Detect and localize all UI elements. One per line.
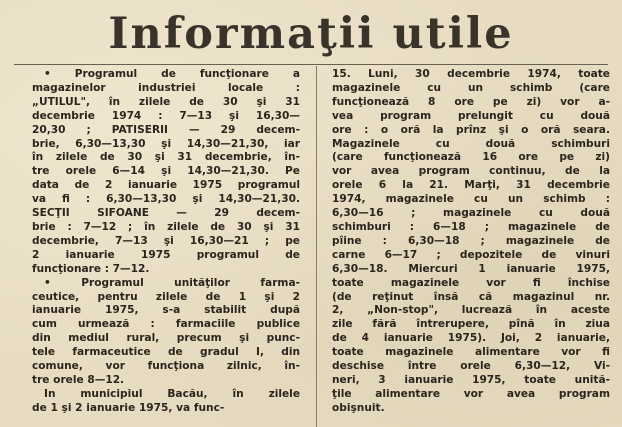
text-line: (de reţinut însă că magazinul nr. <box>332 290 610 303</box>
text-line: din mediul rural, precum şi punc- <box>32 332 300 345</box>
text-line: • Programul unităţilor farma- <box>44 276 300 289</box>
text-line: tre orele 8—12. <box>32 373 125 386</box>
text-line: funcţionare : 7—12. <box>32 262 150 275</box>
text-line: brie : 7—12 ; în zilele de 30 şi 31 <box>32 220 300 233</box>
text-line: orele 6 la 21. Marţi, 31 decembrie <box>332 179 610 192</box>
text-line: ore : o oră la prînz şi o oră seara. <box>332 123 610 136</box>
column-divider <box>316 66 317 427</box>
left-column <box>32 68 300 416</box>
text-line: toate magazinele alimentare vor fi <box>332 346 610 359</box>
text-line: 6,30—18. Miercuri 1 ianuarie 1975, <box>332 262 610 275</box>
text-line: brie, 6,30—13,30 şi 14,30—21,30, iar <box>32 137 300 150</box>
text-line: carne 6—17 ; depozitele de vinuri <box>332 248 610 261</box>
text-line: de 4 ianuarie 1975). Joi, 2 ianuarie, <box>332 332 610 345</box>
text-line: tre orele 6—14 şi 14,30—21,30. Pe <box>32 165 300 178</box>
headline: Informaţii utile <box>108 9 514 59</box>
text-line: data de 2 ianuarie 1975 programul <box>32 179 300 192</box>
headline-rule <box>14 64 608 65</box>
text-line: magazinele cu un schimb (care <box>332 81 610 94</box>
text-line: • Programul de funcţionare a <box>44 68 300 80</box>
text-line: ianuarie 1975, s-a stabilit după <box>32 304 300 317</box>
text-line: vor avea program continuu, de la <box>332 165 610 178</box>
text-line: comune, vor funcţiona zilnic, în- <box>32 360 300 373</box>
text-line: In municipiul Bacău, în zilele <box>44 387 300 400</box>
right-column <box>332 68 610 416</box>
text-line: ceutice, pentru zilele de 1 şi 2 <box>32 290 300 303</box>
text-line: cum urmează : farmaciile publice <box>32 318 300 331</box>
text-line: de 1 şi 2 ianuarie 1975, va func- <box>32 401 225 414</box>
text-line: 2 ianuarie 1975 programul de <box>32 248 300 261</box>
text-line: pîine : 6,30—18 ; magazinele de <box>332 234 610 247</box>
text-line: „UTILUL", în zilele de 30 şi 31 <box>32 95 300 108</box>
text-line: magazinelor industriei locale : <box>32 81 300 94</box>
text-line: va fi : 6,30—13,30 şi 14,30—21,30. <box>32 193 300 206</box>
text-line: neri, 3 ianuarie 1975, toate unită- <box>332 373 610 386</box>
text-line: schimburi : 6—18 ; magazinele de <box>332 220 610 233</box>
text-line: decembrie, 7—13 şi 16,30—21 ; pe <box>32 234 300 247</box>
text-line: tele farmaceutice de gradul I, din <box>32 346 300 359</box>
text-line: 15. Luni, 30 decembrie 1974, toate <box>332 68 610 80</box>
text-line: vea program prelungit cu două <box>332 109 610 122</box>
text-line: funcţionează 8 ore pe zi) vor a- <box>332 95 610 108</box>
text-line: toate magazinele vor fi închise <box>332 276 610 289</box>
text-line: ţile alimentare vor avea program <box>332 387 610 400</box>
text-line: obişnuit. <box>332 401 385 414</box>
text-line: 20,30 ; PATISERII — 29 decem- <box>32 123 300 136</box>
text-line: (care funcţionează 16 ore pe zi) <box>332 151 610 164</box>
text-line: în zilele de 30 şi 31 decembrie, în- <box>32 151 300 164</box>
text-line: deschise între orele 6,30—12, Vi- <box>332 360 610 373</box>
text-line: 1974, magazinele cu un schimb : <box>332 193 610 206</box>
text-line: Magazinele cu două schimburi <box>332 137 610 150</box>
text-line: SECŢII SIFOANE — 29 decem- <box>32 207 300 220</box>
text-line: decembrie 1974 : 7—13 şi 16,30— <box>32 109 300 122</box>
text-line: 2, „Non-stop", lucrează în aceste <box>332 304 610 317</box>
text-line: zile fără întrerupere, pînă în ziua <box>332 318 610 331</box>
text-line: 6,30—16 ; magazinele cu două <box>332 207 610 220</box>
